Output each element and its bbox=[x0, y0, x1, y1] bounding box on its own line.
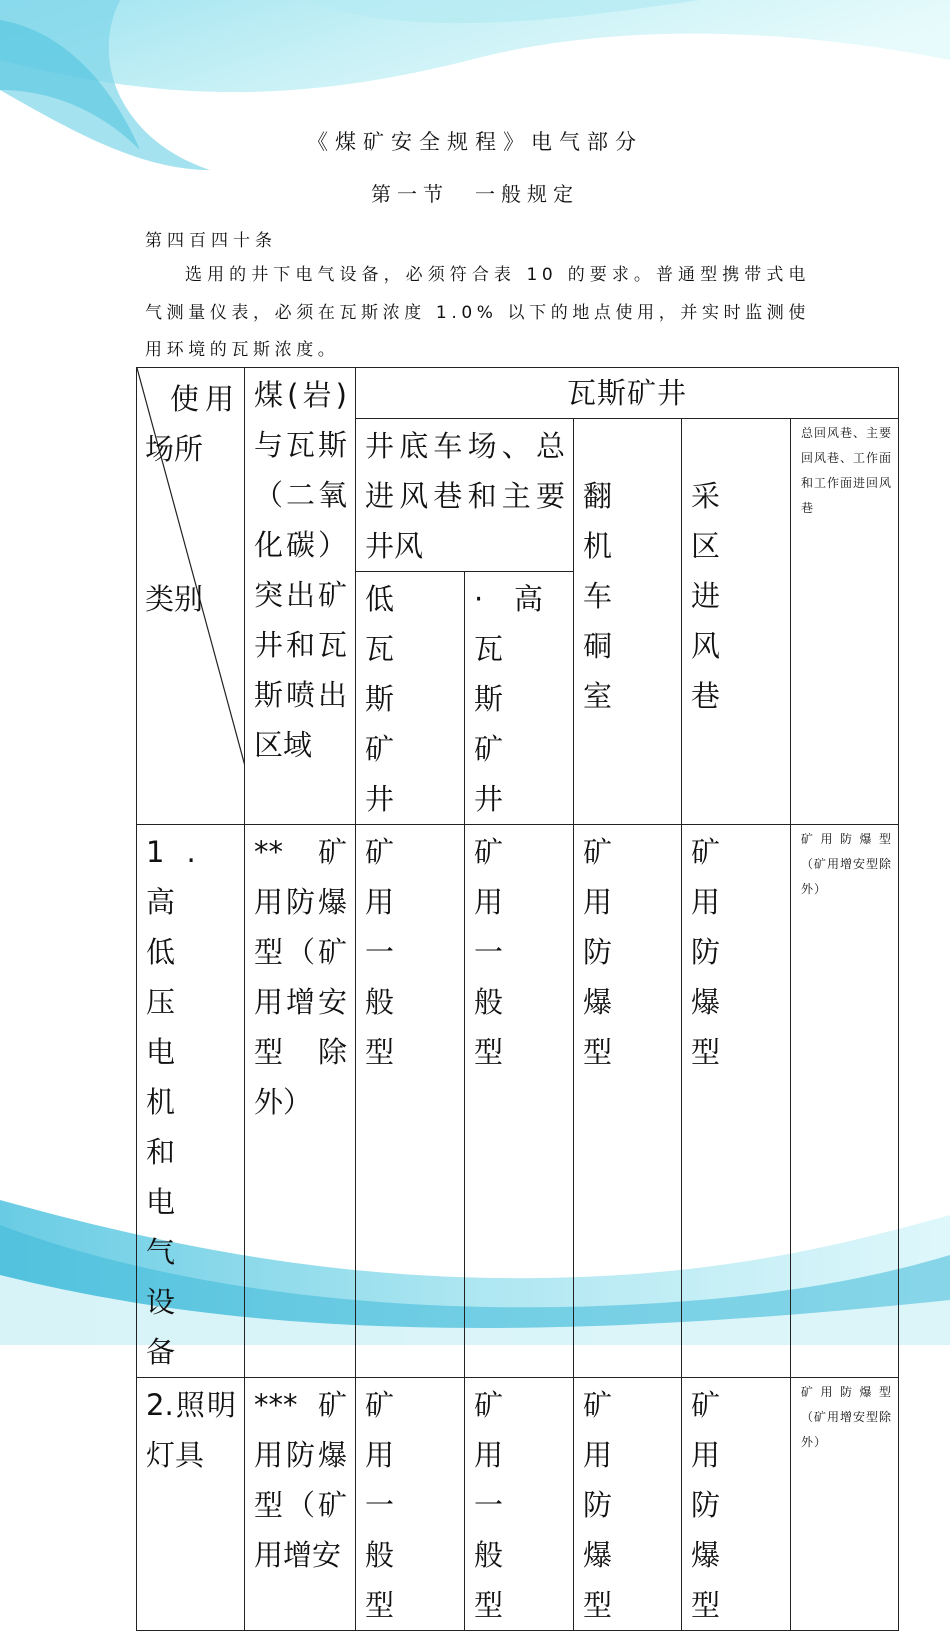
equipment-table bbox=[136, 367, 899, 1631]
row-return-cell: 矿 用 防 爆 型（矿用增安型除外） bbox=[791, 1378, 899, 1631]
table-row bbox=[137, 825, 899, 1378]
header-intake-airway: 采区进风巷 bbox=[682, 419, 791, 825]
header-gas-mine: 瓦斯矿井 bbox=[356, 368, 899, 419]
header-return-airway: 总回风巷、主要回风巷、工作面和工作面进回风巷 bbox=[791, 419, 899, 825]
article-paragraph: 选用的井下电气设备，必须符合表 10 的要求。普通型携带式电气测量仪表，必须在瓦斯浓度 1.0% 以下的地点使用，并实时监测使用环境的瓦斯浓度。 bbox=[145, 265, 810, 360]
row-low-cell: 矿用一般型 bbox=[356, 825, 465, 1378]
document-title: 《煤矿安全规程》电气部分 bbox=[307, 130, 643, 154]
row-coal-cell: ** 矿用防爆型（矿用增安型除外） bbox=[245, 825, 356, 1378]
row-category: 1.高低压电机和电气设备 bbox=[137, 825, 245, 1378]
row-intake-cell: 矿用防爆型 bbox=[682, 1378, 791, 1631]
row-intake-cell: 矿用防爆型 bbox=[682, 825, 791, 1378]
section-heading: 第一节 一般规定 bbox=[371, 182, 579, 206]
corner-header-cell bbox=[137, 368, 245, 825]
corner-label-category: 类别 bbox=[145, 582, 204, 616]
row-coal-cell: *** 矿用防爆型（矿用增安 bbox=[245, 1378, 356, 1631]
header-low-gas-mine: 低瓦斯矿井 bbox=[356, 572, 465, 825]
row-return-cell: 矿 用 防 爆 型（矿用增安型除外） bbox=[791, 825, 899, 1378]
article-number: 第四百四十条 bbox=[145, 231, 277, 251]
row-low-cell: 矿用一般型 bbox=[356, 1378, 465, 1631]
header-coal-outburst: 煤(岩)与瓦斯（二氧化碳）突出矿井和瓦斯喷出区域 bbox=[245, 368, 356, 825]
row-category: 2.照明灯具 bbox=[137, 1378, 245, 1631]
header-high-gas-mine: ·高瓦斯矿井 bbox=[465, 572, 574, 825]
row-tipper-cell: 矿用防爆型 bbox=[574, 825, 682, 1378]
header-shaft-bottom: 井底车场、总进风巷和主要井风 bbox=[356, 419, 574, 572]
table-row bbox=[137, 1378, 899, 1631]
row-high-cell: 矿用一般型 bbox=[465, 825, 574, 1378]
corner-label-use: 使用 bbox=[170, 382, 241, 416]
corner-label-place: 场所 bbox=[145, 432, 204, 466]
row-tipper-cell: 矿用防爆型 bbox=[574, 1378, 682, 1631]
row-high-cell: 矿用一般型 bbox=[465, 1378, 574, 1631]
header-tipper-chamber: 翻机车硐室 bbox=[574, 419, 682, 825]
